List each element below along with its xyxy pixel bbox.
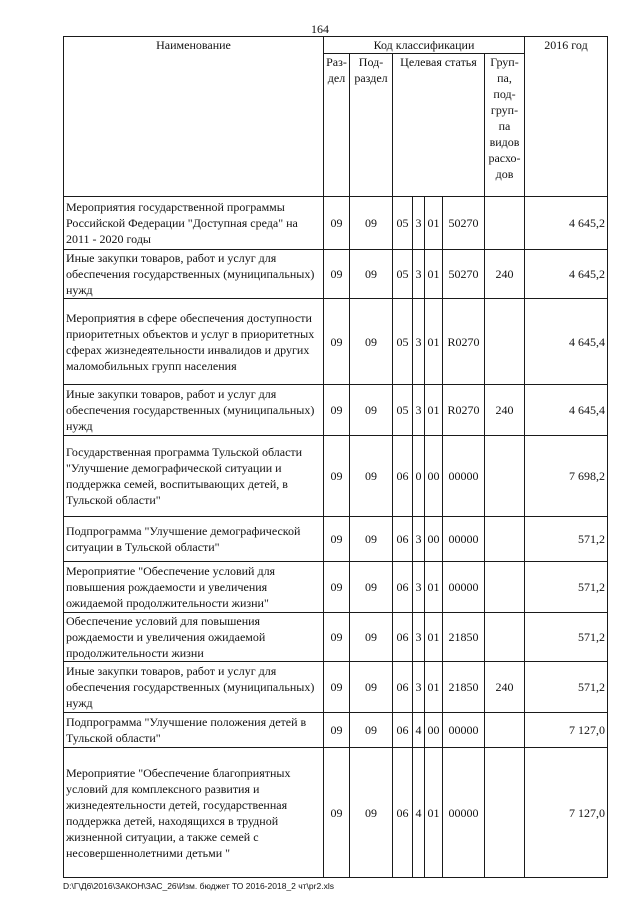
file-path-footer: D:\Г\Д6\2016\ЗАКОН\ЗАС_26\Изм. бюджет ТО 2016-2018_2 чт\pr2.xls bbox=[63, 881, 334, 891]
row-target-program: 06 bbox=[393, 713, 413, 748]
header-classification: Код классификации bbox=[324, 37, 525, 54]
row-target-program: 05 bbox=[393, 250, 413, 299]
table-body bbox=[64, 197, 608, 878]
row-target-event: 01 bbox=[425, 250, 443, 299]
header-expense-group: Груп-па, под-груп-па видов расхо-дов bbox=[485, 54, 525, 197]
row-target-event: 00 bbox=[425, 436, 443, 517]
row-target-direction: 00000 bbox=[443, 517, 485, 562]
table-row bbox=[64, 562, 608, 613]
row-expense-group bbox=[485, 436, 525, 517]
row-subsection: 09 bbox=[350, 197, 393, 250]
header-section: Раз-дел bbox=[324, 54, 350, 197]
row-amount: 7 127,0 bbox=[525, 713, 608, 748]
row-section: 09 bbox=[324, 385, 350, 436]
page-number: 164 bbox=[311, 22, 329, 36]
row-name: Иные закупки товаров, работ и услуг для обеспечения государственных (муниципальных) нужд bbox=[64, 385, 324, 436]
row-expense-group bbox=[485, 748, 525, 878]
row-target-direction: R0270 bbox=[443, 385, 485, 436]
row-section: 09 bbox=[324, 197, 350, 250]
row-target-subprogram: 3 bbox=[413, 250, 425, 299]
row-target-direction: 50270 bbox=[443, 250, 485, 299]
row-target-program: 05 bbox=[393, 197, 413, 250]
row-expense-group: 240 bbox=[485, 250, 525, 299]
row-name: Подпрограмма "Улучшение положения детей в Тульской области" bbox=[64, 713, 324, 748]
header-subsection: Под-раздел bbox=[350, 54, 393, 197]
row-target-subprogram: 3 bbox=[413, 299, 425, 385]
row-target-subprogram: 3 bbox=[413, 385, 425, 436]
row-name: Мероприятие "Обеспечение благоприятных условий для комплексного развития и жизнедеятельности детей, государственная поддержка детей, находящихся в трудной жизненной ситуации, а также семей с несовершеннолетними детьми " bbox=[64, 748, 324, 878]
row-subsection: 09 bbox=[350, 613, 393, 662]
row-section: 09 bbox=[324, 436, 350, 517]
row-subsection: 09 bbox=[350, 299, 393, 385]
row-amount: 571,2 bbox=[525, 613, 608, 662]
table-row bbox=[64, 662, 608, 713]
row-section: 09 bbox=[324, 250, 350, 299]
row-target-program: 06 bbox=[393, 613, 413, 662]
row-amount: 7 698,2 bbox=[525, 436, 608, 517]
table-row bbox=[64, 250, 608, 299]
row-section: 09 bbox=[324, 562, 350, 613]
row-subsection: 09 bbox=[350, 713, 393, 748]
row-target-direction: 00000 bbox=[443, 562, 485, 613]
row-amount: 571,2 bbox=[525, 662, 608, 713]
row-amount: 571,2 bbox=[525, 562, 608, 613]
row-section: 09 bbox=[324, 613, 350, 662]
header-target-item: Целевая статья bbox=[393, 54, 485, 197]
table-row bbox=[64, 299, 608, 385]
row-target-subprogram: 0 bbox=[413, 436, 425, 517]
table-row bbox=[64, 436, 608, 517]
table-row bbox=[64, 517, 608, 562]
row-expense-group bbox=[485, 197, 525, 250]
row-target-program: 06 bbox=[393, 748, 413, 878]
row-name: Мероприятия в сфере обеспечения доступности приоритетных объектов и услуг в приоритетных сферах жизнедеятельности инвалидов и других маломобильных групп населения bbox=[64, 299, 324, 385]
row-expense-group: 240 bbox=[485, 662, 525, 713]
row-name: Иные закупки товаров, работ и услуг для обеспечения государственных (муниципальных) нужд bbox=[64, 250, 324, 299]
row-target-subprogram: 3 bbox=[413, 562, 425, 613]
table-row bbox=[64, 613, 608, 662]
row-target-event: 01 bbox=[425, 662, 443, 713]
row-target-event: 01 bbox=[425, 385, 443, 436]
table-row bbox=[64, 748, 608, 878]
row-name: Обеспечение условий для повышения рождаемости и увеличения ожидаемой продолжительности жизни bbox=[64, 613, 324, 662]
row-target-program: 06 bbox=[393, 517, 413, 562]
row-target-program: 05 bbox=[393, 299, 413, 385]
row-amount: 4 645,2 bbox=[525, 250, 608, 299]
row-name: Подпрограмма "Улучшение демографической ситуации в Тульской области" bbox=[64, 517, 324, 562]
row-amount: 571,2 bbox=[525, 517, 608, 562]
row-expense-group bbox=[485, 562, 525, 613]
table-row bbox=[64, 197, 608, 250]
row-subsection: 09 bbox=[350, 385, 393, 436]
row-target-program: 05 bbox=[393, 385, 413, 436]
row-section: 09 bbox=[324, 299, 350, 385]
row-subsection: 09 bbox=[350, 436, 393, 517]
row-name: Иные закупки товаров, работ и услуг для обеспечения государственных (муниципальных) нужд bbox=[64, 662, 324, 713]
row-target-direction: 21850 bbox=[443, 613, 485, 662]
row-section: 09 bbox=[324, 517, 350, 562]
row-subsection: 09 bbox=[350, 748, 393, 878]
row-target-subprogram: 3 bbox=[413, 517, 425, 562]
row-target-program: 06 bbox=[393, 562, 413, 613]
row-target-event: 01 bbox=[425, 562, 443, 613]
row-subsection: 09 bbox=[350, 562, 393, 613]
row-target-event: 01 bbox=[425, 613, 443, 662]
row-target-program: 06 bbox=[393, 662, 413, 713]
row-target-subprogram: 3 bbox=[413, 613, 425, 662]
row-target-event: 01 bbox=[425, 197, 443, 250]
row-target-subprogram: 4 bbox=[413, 713, 425, 748]
row-target-direction: 21850 bbox=[443, 662, 485, 713]
row-amount: 4 645,4 bbox=[525, 385, 608, 436]
row-expense-group bbox=[485, 299, 525, 385]
row-name: Мероприятие "Обеспечение условий для повышения рождаемости и увеличения ожидаемой продолжительности жизни" bbox=[64, 562, 324, 613]
row-expense-group: 240 bbox=[485, 385, 525, 436]
row-name: Государственная программа Тульской области "Улучшение демографической ситуации и поддержка семей, воспитывающих детей, в Тульской области" bbox=[64, 436, 324, 517]
table-row bbox=[64, 385, 608, 436]
row-section: 09 bbox=[324, 748, 350, 878]
row-target-subprogram: 3 bbox=[413, 662, 425, 713]
budget-table bbox=[63, 36, 608, 878]
row-target-direction: R0270 bbox=[443, 299, 485, 385]
row-subsection: 09 bbox=[350, 250, 393, 299]
row-expense-group bbox=[485, 517, 525, 562]
row-amount: 4 645,4 bbox=[525, 299, 608, 385]
row-target-subprogram: 3 bbox=[413, 197, 425, 250]
row-subsection: 09 bbox=[350, 517, 393, 562]
table-row bbox=[64, 713, 608, 748]
header-name: Наименование bbox=[64, 37, 324, 197]
row-target-event: 00 bbox=[425, 713, 443, 748]
row-name: Мероприятия государственной программы Российской Федерации "Доступная среда" на 2011 - 2020 годы bbox=[64, 197, 324, 250]
header-year: 2016 год bbox=[525, 37, 608, 197]
row-amount: 7 127,0 bbox=[525, 748, 608, 878]
row-target-event: 01 bbox=[425, 299, 443, 385]
row-target-subprogram: 4 bbox=[413, 748, 425, 878]
row-subsection: 09 bbox=[350, 662, 393, 713]
row-target-event: 00 bbox=[425, 517, 443, 562]
row-target-direction: 00000 bbox=[443, 713, 485, 748]
row-section: 09 bbox=[324, 662, 350, 713]
row-target-program: 06 bbox=[393, 436, 413, 517]
row-amount: 4 645,2 bbox=[525, 197, 608, 250]
row-target-direction: 50270 bbox=[443, 197, 485, 250]
row-target-direction: 00000 bbox=[443, 436, 485, 517]
row-target-direction: 00000 bbox=[443, 748, 485, 878]
row-target-event: 01 bbox=[425, 748, 443, 878]
row-expense-group bbox=[485, 713, 525, 748]
table-header bbox=[64, 37, 608, 197]
row-expense-group bbox=[485, 613, 525, 662]
row-section: 09 bbox=[324, 713, 350, 748]
